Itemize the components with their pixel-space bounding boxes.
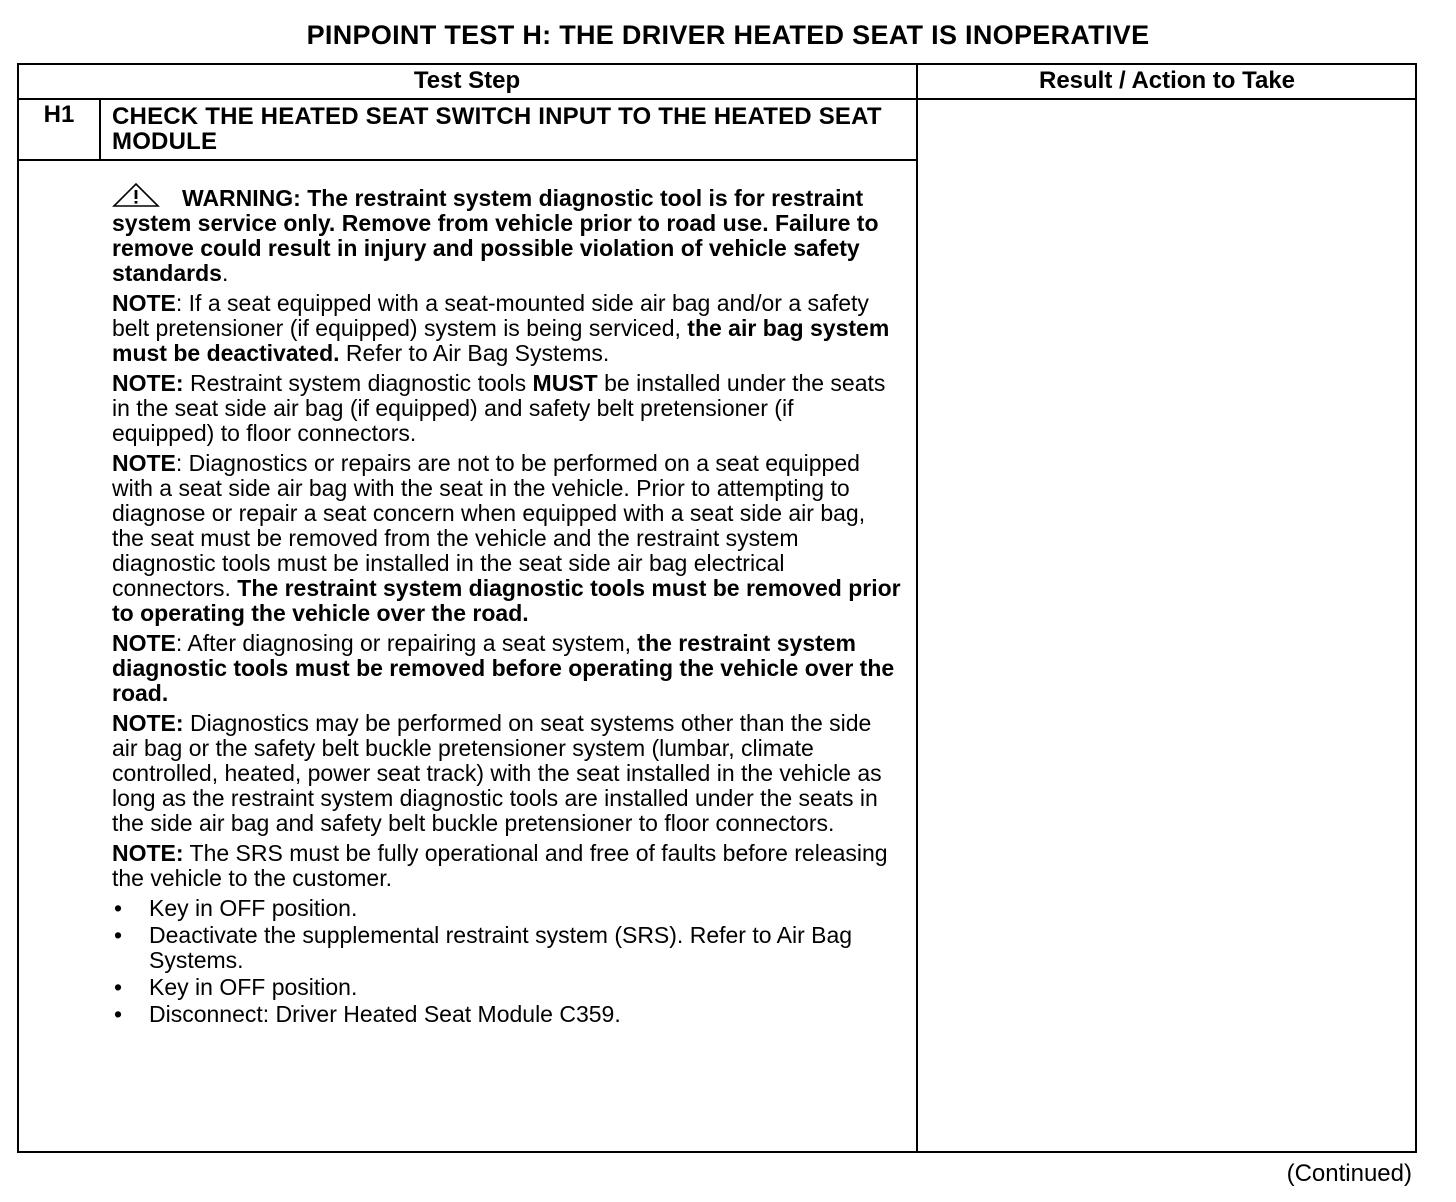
note-label: NOTE: [112, 710, 184, 736]
continued-label: (Continued) [1286, 1160, 1412, 1187]
procedure-step: • Key in OFF position. [112, 975, 902, 1000]
note-1 [112, 291, 902, 366]
header-test-step: Test Step [413, 67, 521, 94]
note-6 [112, 841, 902, 891]
step-body [112, 182, 902, 1029]
note-text: Diagnostics may be performed on seat systems other than the side air bag or the safety belt buckle pretensioner system (lumbar, climate controlled, heated, power seat track) with the seat installed in the vehicle as long as the restraint system diagnostic tools are installed under the seats in the side air bag and safety belt buckle pretensioner to floor connectors. [112, 710, 882, 836]
procedure-step: • Deactivate the supplemental restraint system (SRS). Refer to Air Bag Systems. [112, 923, 902, 973]
warning-text: WARNING: The restraint system diagnostic tool is for restraint system service only. Remove from vehicle prior to road use. Failure to remove could result in injury and possible violation of vehicle safety standards [112, 185, 879, 286]
note-5 [112, 711, 902, 836]
note-bold: the restraint system diagnostic tools must be removed before operating the vehicle over the road. [112, 630, 895, 706]
procedure-step: • Key in OFF position. [112, 896, 902, 921]
note-bold: the air bag system must be deactivated. [112, 315, 890, 366]
note-text: The SRS must be fully operational and free of faults before releasing the vehicle to the customer. [112, 840, 888, 891]
note-text: : If a seat equipped with a seat-mounted side air bag and/or a safety belt pretensioner (if equipped) system is being serviced, [112, 290, 869, 341]
note-4 [112, 631, 902, 706]
note-label: NOTE [112, 630, 176, 656]
note-text: Restraint system diagnostic tools [183, 370, 533, 396]
warning-paragraph [112, 182, 902, 286]
column-divider [916, 63, 918, 1153]
note-text: : After diagnosing or repairing a seat system, [175, 630, 638, 656]
header-divider [17, 98, 1417, 100]
header-result-action: Result / Action to Take [1038, 67, 1296, 94]
note-text: be installed under the seats in the seat side air bag (if equipped) and safety belt pretensioner (if equipped) to floor connectors. [112, 370, 886, 446]
note-2 [112, 371, 902, 446]
note-label: NOTE [112, 450, 176, 476]
step-title-divider [17, 159, 917, 161]
note-text: Refer to Air Bag Systems. [339, 340, 610, 366]
procedure-step: • Disconnect: Driver Heated Seat Module C359. [112, 1002, 902, 1027]
note-bold: The restraint system diagnostic tools must be removed prior to operating the vehicle over the road. [112, 575, 901, 626]
page-title: PINPOINT TEST H: THE DRIVER HEATED SEAT IS INOPERATIVE [306, 20, 1150, 50]
note-text: : Diagnostics or repairs are not to be performed on a seat equipped with a seat side air bag with the seat in the vehicle. Prior to attempting to diagnose or repair a seat concern when equipped with a seat side air bag, the seat must be removed from the vehicle and the restraint system diagnostic tools must be installed in the seat side air bag electrical connectors. [112, 450, 866, 601]
note-3 [112, 451, 902, 626]
step-id-divider [99, 98, 101, 160]
step-id: H1 [43, 101, 75, 128]
warning-triangle-icon [112, 182, 160, 208]
warning-tail: . [221, 260, 229, 286]
note-label: NOTE [112, 290, 176, 316]
procedure-steps [112, 896, 902, 1027]
note-label: NOTE: [112, 370, 184, 396]
note-label: NOTE: [112, 840, 184, 866]
step-title: CHECK THE HEATED SEAT SWITCH INPUT TO THE HEATED SEAT MODULE [112, 103, 882, 155]
note-bold: MUST [532, 370, 598, 396]
